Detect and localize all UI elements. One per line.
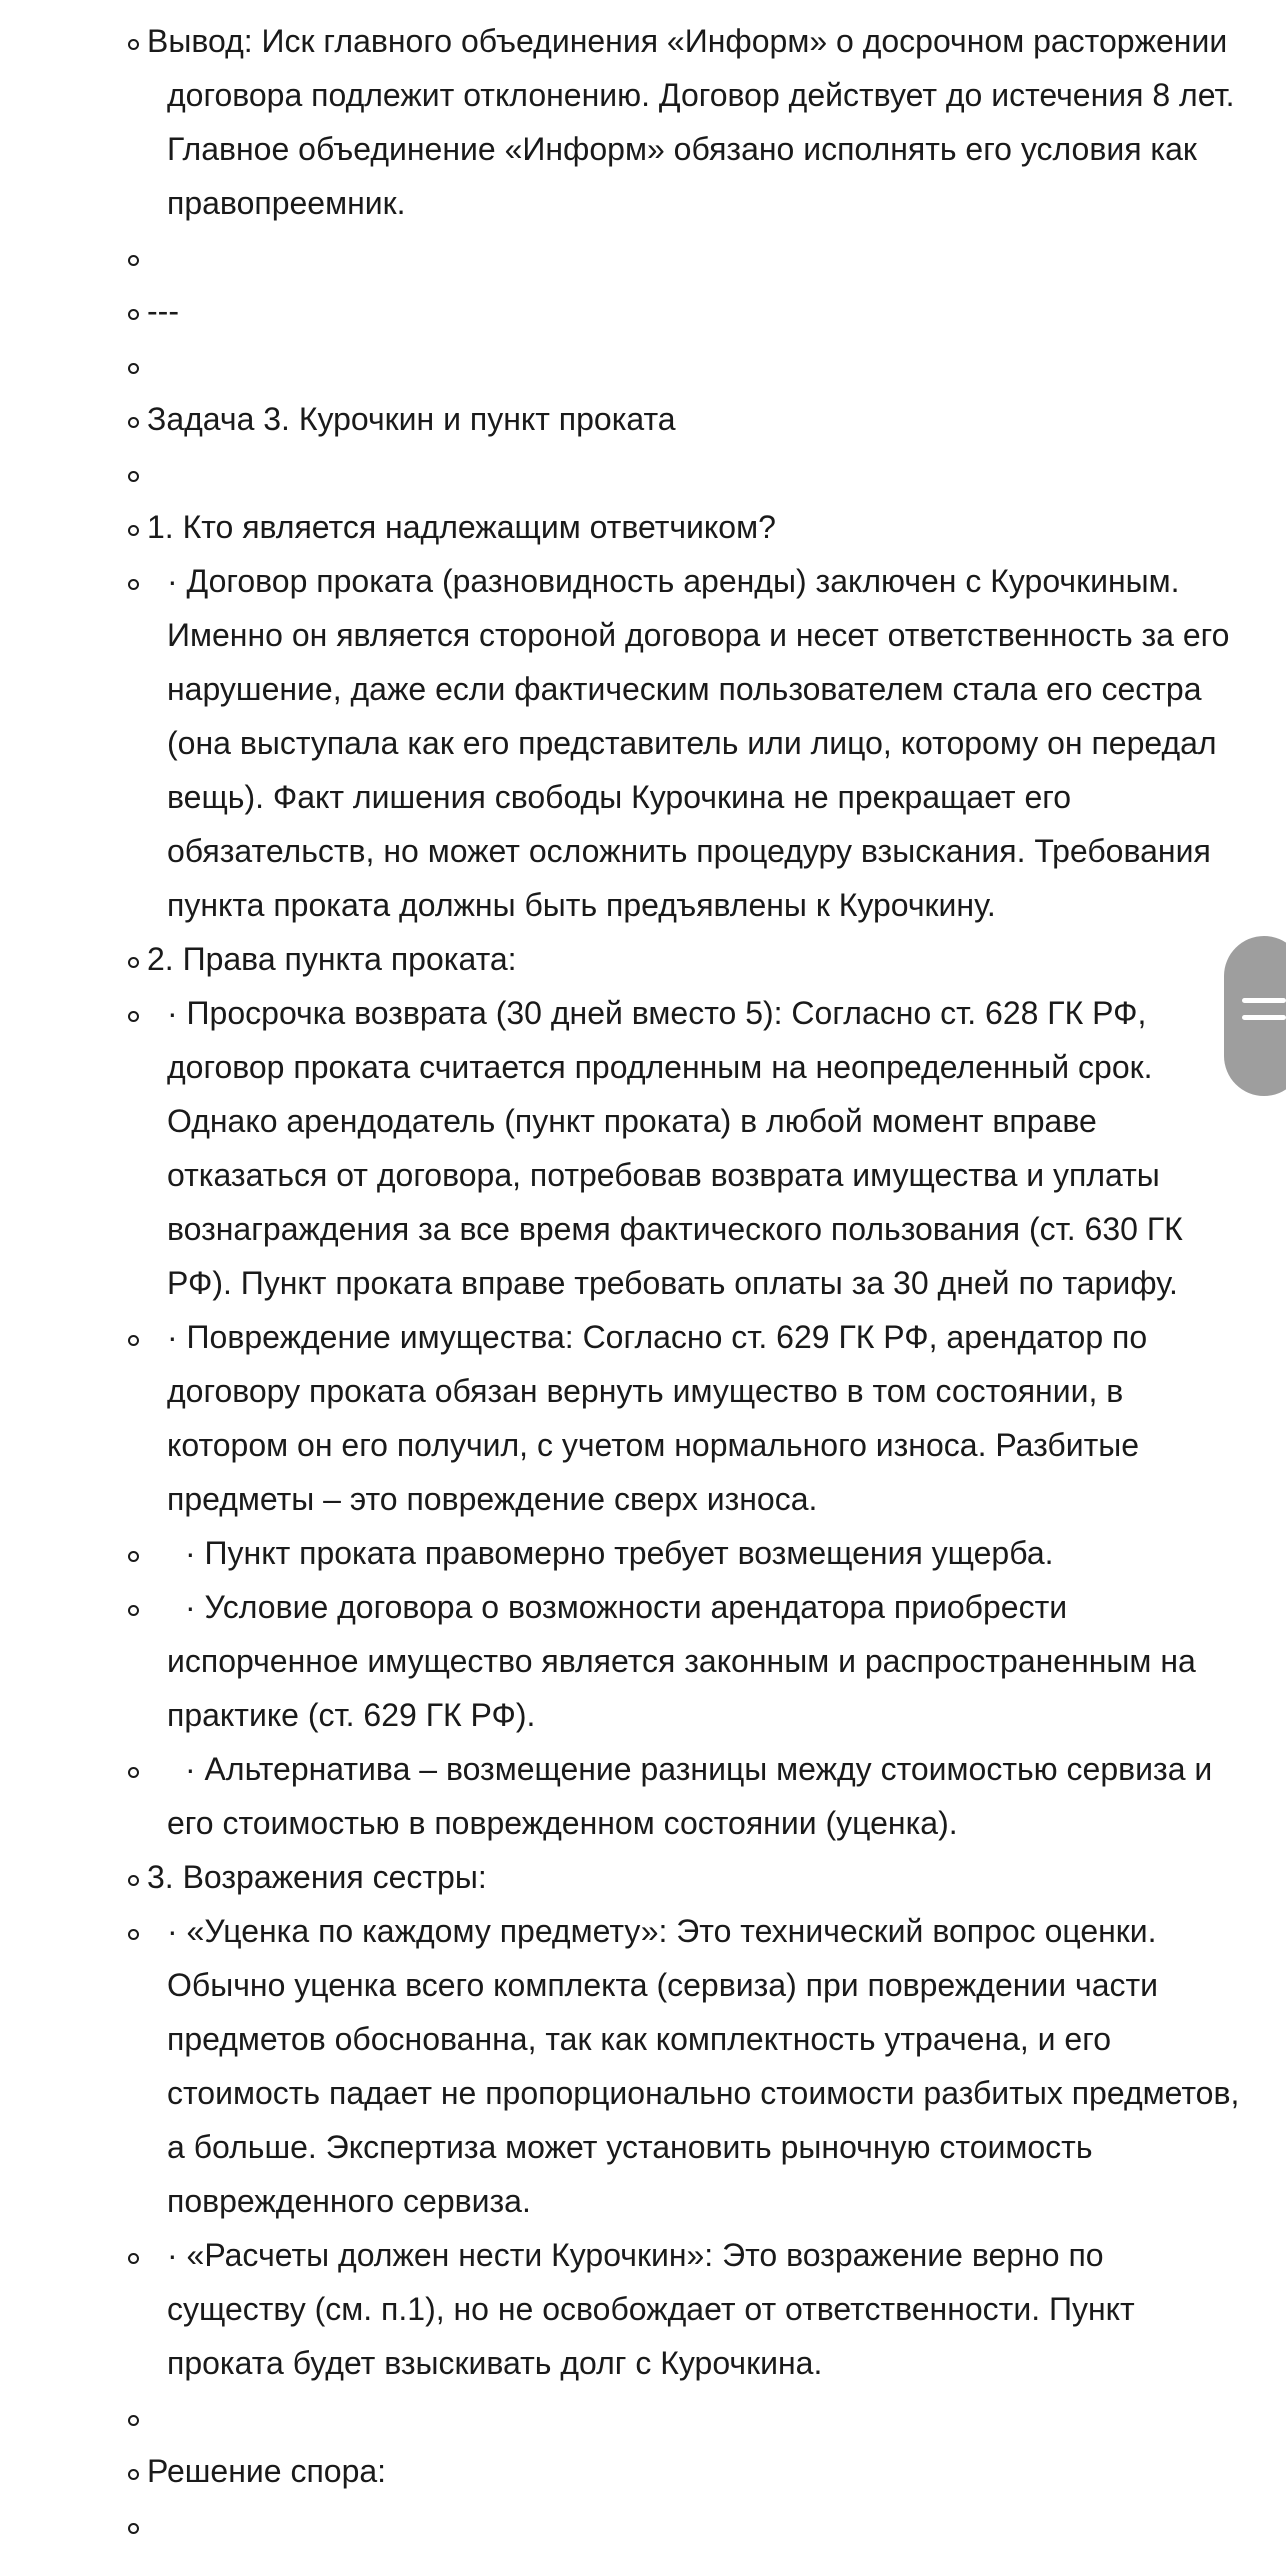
list-item-text xyxy=(167,2498,1248,2552)
circle-bullet-icon xyxy=(122,1310,144,1364)
circle-bullet-icon xyxy=(122,1526,144,1580)
list-item xyxy=(0,1742,1286,1850)
circle-bullet-icon xyxy=(122,392,144,446)
scroll-handle[interactable] xyxy=(1224,936,1286,1096)
list-item-text: Вывод: Иск главного объединения «Информ» о досрочном расторжении договора подлежит отклонению. Договор действует до истечения 8 лет. Главное объединение «Информ» обязано исполнять его условия как правопреемник. xyxy=(147,23,1235,221)
circle-bullet-icon xyxy=(122,932,144,986)
question-heading: 1. Кто является надлежащим ответчиком? xyxy=(147,509,776,545)
list-item-text: · Альтернатива – возмещение разницы между стоимостью сервиза и его стоимостью в поврежденном состоянии (уценка). xyxy=(167,1751,1213,1841)
circle-bullet-icon xyxy=(122,986,144,1040)
circle-bullet-icon xyxy=(122,284,144,338)
circle-bullet-icon xyxy=(122,1580,144,1634)
circle-bullet-icon xyxy=(122,2498,144,2552)
circle-bullet-icon xyxy=(122,2444,144,2498)
list-item xyxy=(0,284,1286,338)
list-item xyxy=(0,554,1286,932)
list-item-text xyxy=(167,230,1248,284)
list-item-text: · «Расчеты должен нести Курочкин»: Это возражение верно по существу (см. п.1), но не освобождает от ответственности. Пункт проката будет взыскивать долг с Курочкина. xyxy=(167,2237,1135,2381)
list-item-text xyxy=(167,446,1248,500)
circle-bullet-icon xyxy=(122,338,144,392)
drag-handle-icon xyxy=(1242,998,1286,1028)
list-item xyxy=(0,986,1286,1310)
list-item xyxy=(0,932,1286,986)
list-item xyxy=(0,1526,1286,1580)
circle-bullet-icon xyxy=(122,2228,144,2282)
document-body xyxy=(0,14,1286,2552)
question-heading: 2. Права пункта проката: xyxy=(147,941,517,977)
list-item xyxy=(0,392,1286,446)
list-item xyxy=(0,2390,1286,2444)
list-item xyxy=(0,446,1286,500)
circle-bullet-icon xyxy=(122,1904,144,1958)
list-item-text: --- xyxy=(147,293,179,329)
circle-bullet-icon xyxy=(122,1742,144,1796)
list-item xyxy=(0,1580,1286,1742)
list-item-text: · Условие договора о возможности арендатора приобрести испорченное имущество является законным и распространенным на практике (ст. 629 ГК РФ). xyxy=(167,1589,1196,1733)
circle-bullet-icon xyxy=(122,230,144,284)
list-item xyxy=(0,1310,1286,1526)
list-item-text: · Пункт проката правомерно требует возмещения ущерба. xyxy=(185,1535,1054,1571)
list-item xyxy=(0,230,1286,284)
circle-bullet-icon xyxy=(122,2390,144,2444)
circle-bullet-icon xyxy=(122,500,144,554)
list-item-text: · Просрочка возврата (30 дней вместо 5): Согласно ст. 628 ГК РФ, договор проката считается продленным на неопределенный срок. Однако арендодатель (пункт проката) в любой момент вправе отказаться от договора, потребовав возврата имущества и уплаты вознаграждения за все время фактического пользования (ст. 630 ГК РФ). Пункт проката вправе требовать оплаты за 30 дней по тарифу. xyxy=(167,995,1183,1301)
list-item-text: · Повреждение имущества: Согласно ст. 629 ГК РФ, арендатор по договору проката обязан вернуть имущество в том состоянии, в котором он его получил, с учетом нормального износа. Разбитые предметы – это повреждение сверх износа. xyxy=(167,1319,1148,1517)
list-item-text xyxy=(167,338,1248,392)
list-item xyxy=(0,1904,1286,2228)
list-item-text: · «Уценка по каждому предмету»: Это технический вопрос оценки. Обычно уценка всего комплекта (сервиза) при повреждении части предметов обоснованна, так как комплектность утрачена, и его стоимость падает не пропорционально стоимости разбитых предметов, а больше. Экспертиза может установить рыночную стоимость поврежденного сервиза. xyxy=(167,1913,1240,2219)
section-heading: Задача 3. Курочкин и пункт проката xyxy=(147,401,676,437)
section-heading: Решение спора: xyxy=(147,2453,387,2489)
list-item xyxy=(0,14,1286,230)
question-heading: 3. Возражения сестры: xyxy=(147,1859,487,1895)
list-item xyxy=(0,338,1286,392)
list-item xyxy=(0,1850,1286,1904)
circle-bullet-icon xyxy=(122,554,144,608)
list-item xyxy=(0,2228,1286,2390)
list-item-text: · Договор проката (разновидность аренды) заключен с Курочкиным. Именно он является стороной договора и несет ответственность за его нарушение, даже если фактическим пользователем стала его сестра (она выступала как его представитель или лицо, которому он передал вещь). Факт лишения свободы Курочкина не прекращает его обязательств, но может осложнить процедуру взыскания. Требования пункта проката должны быть предъявлены к Курочкину. xyxy=(167,563,1230,923)
circle-bullet-icon xyxy=(122,446,144,500)
list-item xyxy=(0,500,1286,554)
list-item-text xyxy=(167,2390,1248,2444)
circle-bullet-icon xyxy=(122,1850,144,1904)
circle-bullet-icon xyxy=(122,14,144,68)
list-item xyxy=(0,2498,1286,2552)
list-item xyxy=(0,2444,1286,2498)
